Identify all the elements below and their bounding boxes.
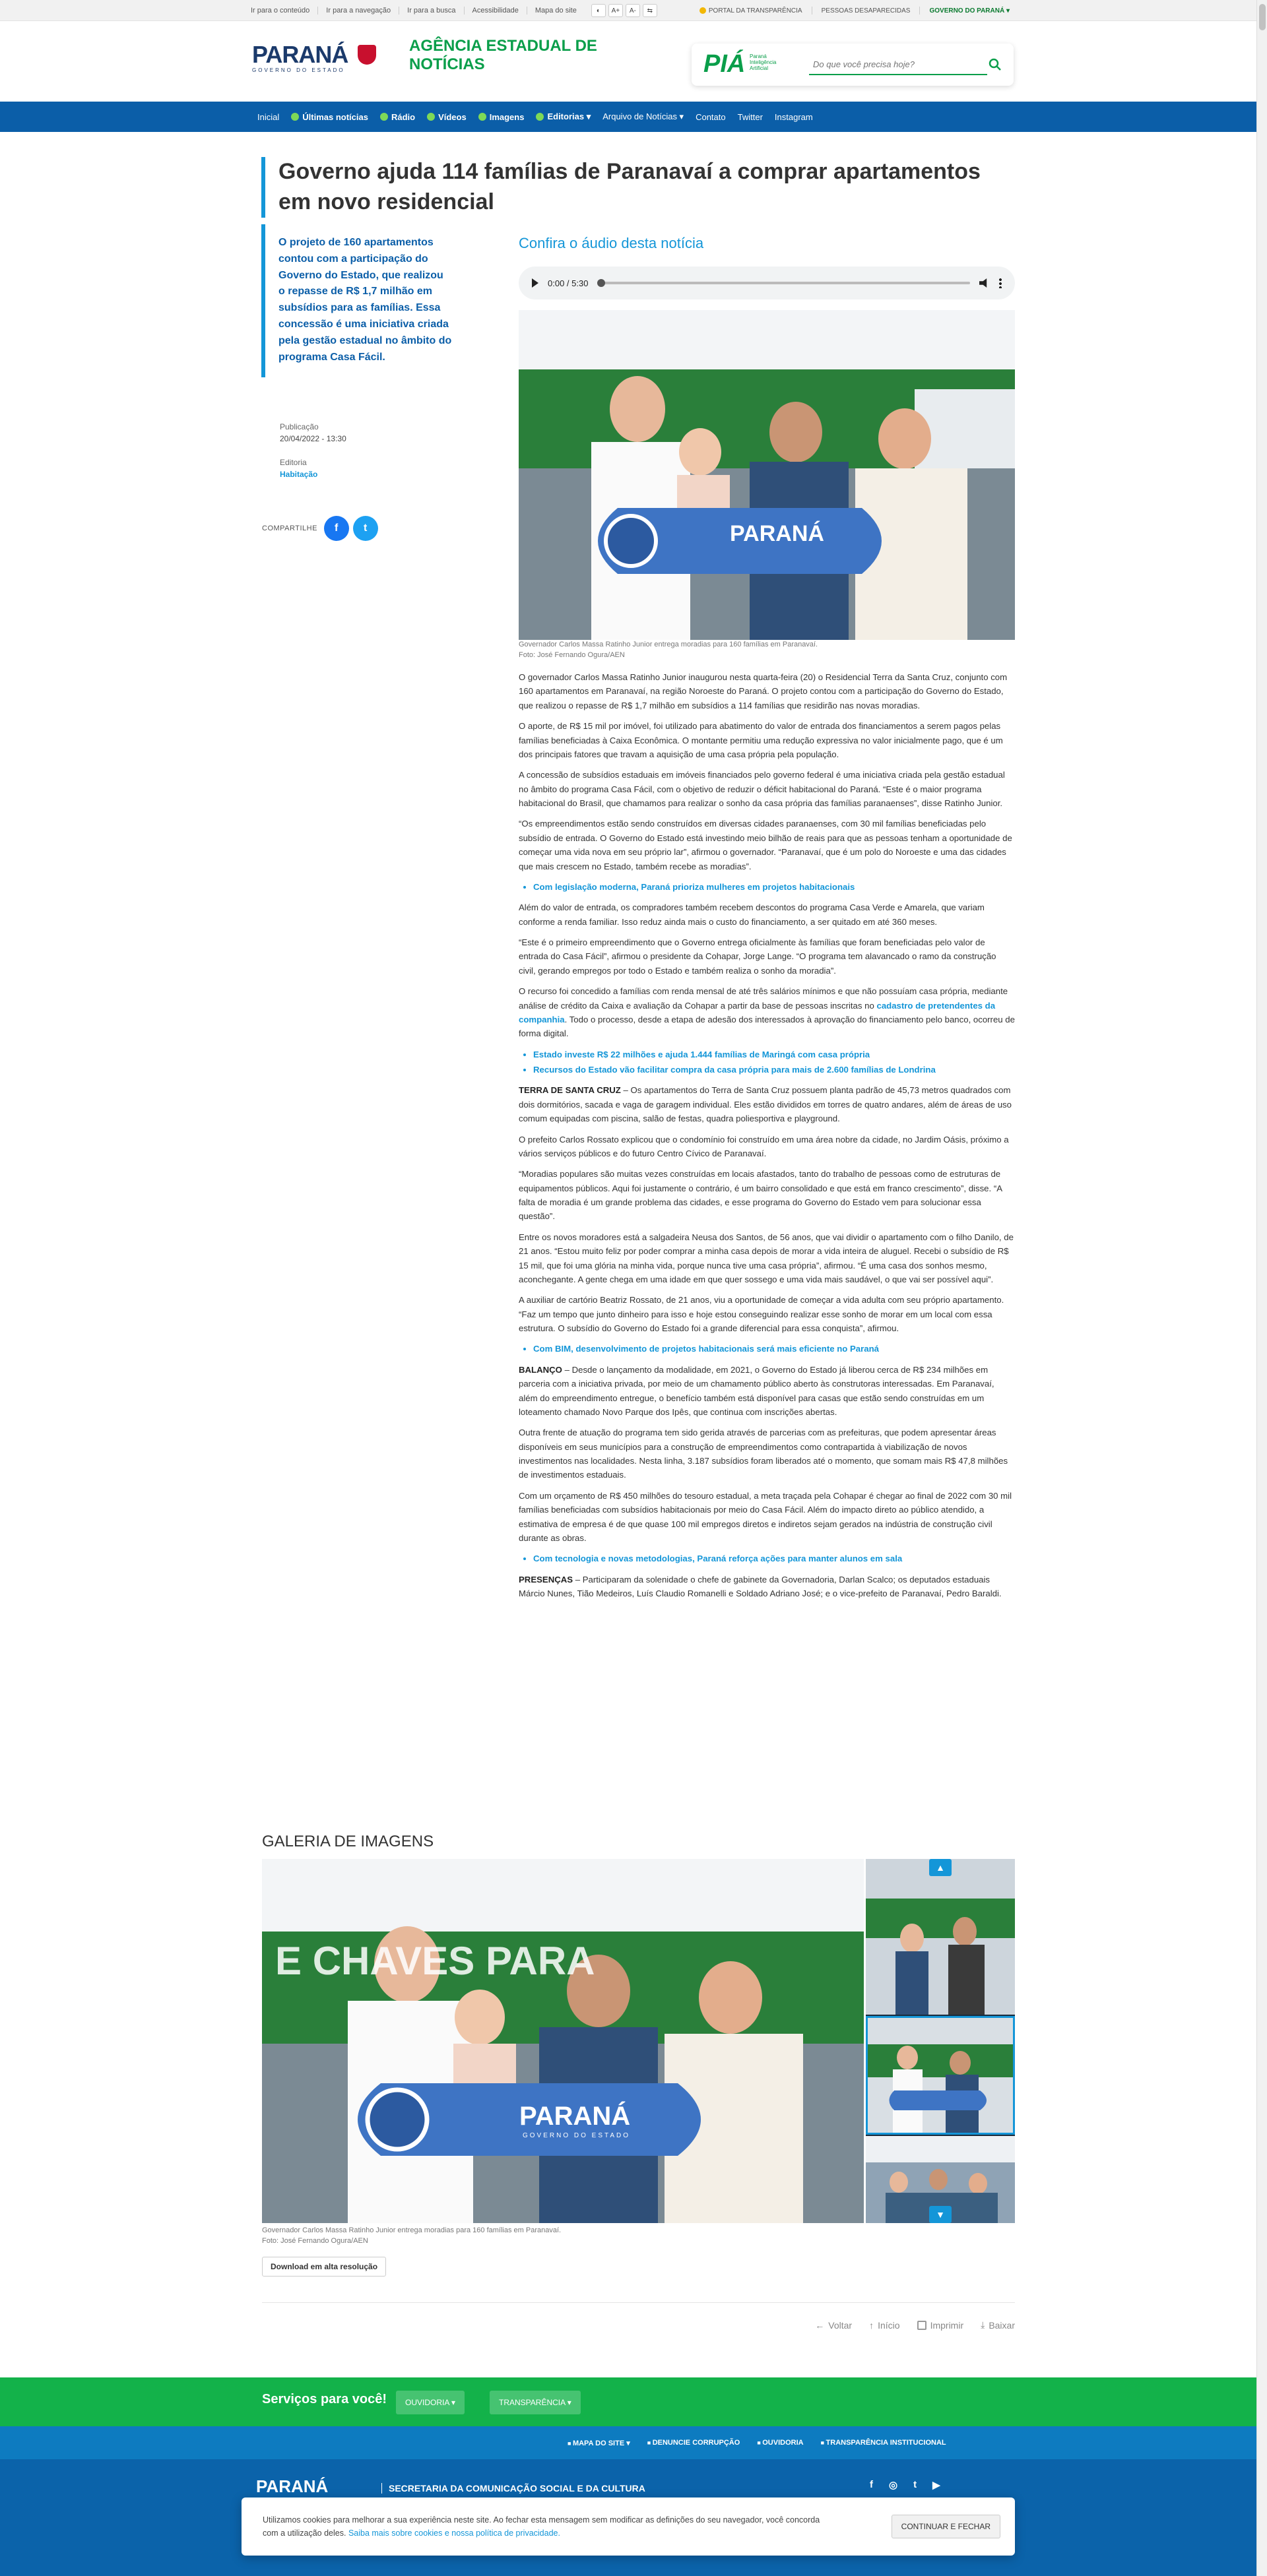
nav-ultimas-noticias[interactable] [291,112,368,122]
section-heading: TERRA DE SANTA CRUZ [519,1085,621,1096]
scrollbar[interactable] [1256,0,1267,2576]
section-heading: PRESENÇAS [519,1574,573,1585]
nav-label: Rádio [391,111,416,122]
gallery-main-image[interactable] [262,1859,864,2223]
logo-subtitle: GOVERNO DO ESTADO [252,67,345,73]
divider [464,7,465,15]
paragraph: O aporte, de R$ 15 mil por imóvel, foi utilizado para abatimento do valor de entrada dos financiamentos a serem pagos pelas famílias beneficiadas à Caixa Econômica. O montante permitiu uma redução expressiva no valor inicialmente pago, que é um dos principais fatores que travam a aquisição de uma casa própria pela população. [519,721,1003,759]
back-arrow-icon: ← [815,2319,825,2331]
footer-links-band [0,2426,1267,2459]
photo-illustration [519,310,1015,640]
nav-instagram[interactable]: Instagram [774,111,813,122]
article-title-block [261,157,1014,218]
agency-title[interactable]: AGÊNCIA ESTADUAL DE NOTÍCIAS [409,37,597,73]
gallery-caption [262,2226,561,2247]
nav-arquivo[interactable]: Arquivo de Notícias ▾ [602,111,684,121]
photo-caption [519,640,1015,661]
divider [919,7,920,15]
article-title: Governo ajuda 114 famílias de Paranavaí a comprar apartamentos em novo residencial [278,159,981,214]
pia-tagline: Paraná Inteligência Artificial [750,53,777,71]
search-input[interactable] [809,54,987,75]
transparencia-dropdown[interactable]: TRANSPARÊNCIA ▾ [490,2391,581,2414]
services-band [0,2377,1267,2426]
photo-caption-text: Governador Carlos Massa Ratinho Junior entrega moradias para 160 famílias em Paranavaí. [519,641,818,648]
audio-time: 0:00 / 5:30 [548,278,589,288]
share-label: COMPARTILHE [262,524,317,532]
article-meta [280,421,346,480]
related-link[interactable]: • Com BIM, desenvolvimento de projetos habitacionais será mais eficiente no Paraná [533,1342,1015,1356]
paragraph: Com um orçamento de R$ 450 milhões do tesouro estadual, a meta traçada pela Cohapar é chegar ao final de 2022 com 30 mil famílias beneficiadas com subsídios habitacionais por meio do Casa Fácil. Além do impacto direto ao público atendido, a estimativa de empresa é de que quase 100 mil empregos diretos e indiretos sejam gerados na indústria de construção civil durante as obras. [519,1490,1012,1543]
cadastro-link[interactable]: cadastro de pretendentes da companhia [519,1000,996,1024]
gallery-credit: Foto: José Fernando Ogura/AEN [262,2236,368,2245]
nav-imagens[interactable] [478,112,525,122]
gallery-title: GALERIA DE IMAGENS [262,1833,434,1850]
twitter-share-icon[interactable]: t [353,516,378,541]
divider [262,2302,1015,2303]
paragraph: Entre os novos moradores está a salgadeira Neusa dos Santos, de 56 anos, que vai dividir o apartamento com o filho Danilo, de 21 anos. “Estou muito feliz por poder comprar a minha casa depois de morar a vida inteira de aluguel. Recebi o subsídio de R$ 15 mil, que foi uma glória na minha vida, porque nunca tive uma casa própria”, afirmou. “É uma casa dos sonhos mesmo, aconchegante. A gente chega em uma idade em que quer sossego e uma vida mais saudável, o que vai ser possível aqui”. [519,1232,1014,1284]
gallery-caption-text: Governador Carlos Massa Ratinho Junior entrega moradias para 160 famílias em Paranavaí. [262,2226,562,2234]
services-title: Serviços para você! [262,2392,387,2406]
footer-logo[interactable]: PARANÁ [256,2476,329,2496]
coat-of-arms-icon [358,45,376,65]
logo-word: PARANÁ [252,41,348,68]
nav-videos[interactable] [427,112,467,122]
skip-to-search-link[interactable]: Ir para a busca [407,7,456,15]
nav-label: Últimas notícias [302,111,368,122]
cookie-accept-button[interactable]: CONTINUAR E FECHAR [892,2515,1000,2538]
volume-icon[interactable] [979,278,990,288]
site-header [0,21,1267,102]
related-link[interactable]: • Com legislação moderna, Paraná prioriza mulheres em projetos habitacionais [533,880,1015,894]
article-body [519,670,1015,1607]
governo-label: GOVERNO DO PARANÁ [929,7,1005,15]
main-nav [0,102,1267,132]
editoria-label: Editoria [280,458,307,467]
ouvidoria-dropdown[interactable]: OUVIDORIA ▾ [396,2391,465,2414]
transparencia-institucional-link[interactable]: ■ TRANSPARÊNCIA INSTITUCIONAL [821,2439,946,2447]
nav-contato[interactable]: Contato [696,111,726,122]
scrollbar-thumb[interactable] [1259,4,1266,30]
paragraph: A concessão de subsídios estaduais em imóveis financiados pelo governo federal é uma iniciativa criada pela gestão estadual no âmbito do programa Casa Fácil, com o objetivo de reduzir o déficit habitacional do Paraná. “Este é o maior programa habitacional do Brasil, que chamamos para realizar o sonho da casa própria das famílias paranaenses”, disse Ratinho Junior. [519,770,1005,808]
text-span: O recurso foi concedido a famílias com renda mensal de até três salários mínimos e que não possuíam casa própria, mediante análise de crédito da Caixa e avaliação da Cohapar a partir da base de pessoas inscritas no [519,986,1008,1011]
nav-label: Imagens [489,111,525,122]
related-link[interactable]: • Recursos do Estado vão facilitar compra da casa própria para mais de 2.600 famílias de Londrina [533,1063,1015,1077]
download-high-res-button[interactable]: Download em alta resolução [262,2257,386,2277]
editoria-link[interactable]: Habitação [280,470,318,479]
related-link[interactable]: • Estado investe R$ 22 milhões e ajuda 1.444 famílias de Maringá com casa própria [533,1048,1015,1061]
related-links [533,1552,1015,1565]
paragraph: Além do valor de entrada, os compradores também recebem descontos do programa Casa Verde e Amarela, que variam conforme a renda familiar. Isso reduz ainda mais o custo do financiamento, a ser quitado em até 360 meses. [519,902,985,927]
cookie-banner [242,2497,1015,2556]
font-decrease-button[interactable]: A- [626,4,640,17]
publication-label: Publicação [280,422,319,431]
paragraph: “Moradias populares são muitas vezes construídas em locais afastados, tanto do trabalho de pessoas como de estruturas de equipamentos públicos. Aqui foi justamente o contrário, é um bairro consolidado e que está em franco crescimento”, disse. “A falta de moradia é um grande problema das cidades, e esse programa do Governo do Estado vem para solucionar essa questão”. [519,1169,1002,1222]
gallery-banner-text: E CHAVES PARA [275,1939,595,1983]
download-icon: ⤓ [981,2319,985,2330]
contrast-button[interactable]: ◐ [591,4,606,17]
top-right-links [699,0,1010,21]
pia-logo: PIÁ [703,50,746,78]
translate-button[interactable]: ⇆ [643,4,657,17]
missing-people-link[interactable]: PESSOAS DESAPARECIDAS [821,7,911,15]
skip-to-nav-link[interactable]: Ir para a navegação [326,7,391,15]
article-actions [815,2319,1015,2331]
audio-player [519,267,1015,299]
cookie-policy-link[interactable]: Saiba mais sobre cookies e nossa política de privacidade. [348,2529,560,2538]
radio-icon [380,113,388,121]
editorias-icon [536,113,544,121]
audio-progress-slider[interactable] [597,282,970,284]
cookie-text [263,2513,830,2540]
download-button[interactable] [981,2319,1015,2331]
print-icon [917,2321,926,2330]
pia-search-box [692,44,1014,86]
gallery-key-text: PARANÁ [519,2102,631,2131]
photo-credit: Foto: José Fernando Ogura/AEN [519,650,625,659]
transparency-portal-link[interactable] [699,7,802,15]
paragraph: “Este é o primeiro empreendimento que o Governo entrega oficialmente às famílias que foram beneficiadas pelo valor de entrada do Casa Fácil”, afirmou o presidente da Cohapar, Jorge Lange. “O programa tem alavancado o ramo da construção civil, gerando empregos por todo o Estado e também realiza o sonho da moradia”. [519,937,996,976]
cookie-message: Utilizamos cookies para melhorar a sua experiência neste site. Ao fechar esta mensagem sem modificar as definições do seu navegador, você concorda com a utilização deles. [263,2515,820,2538]
footer-secretaria: SECRETARIA DA COMUNICAÇÃO SOCIAL E DA CULTURA [381,2483,645,2494]
image-icon [478,113,486,121]
accessibility-bar [0,0,1267,21]
paragraph [519,1083,1015,1125]
home-label: Início [878,2319,900,2331]
footer-social [870,2479,940,2491]
nav-twitter[interactable]: Twitter [737,111,763,122]
paragraph [519,1363,1015,1420]
thumbnail-illustration [868,2018,1013,2133]
sitemap-link[interactable]: Mapa do site [535,7,577,15]
key-prop-text: PARANÁ [730,521,824,546]
article-lead: O projeto de 160 apartamentos contou com a participação do Governo do Estado, que realizou o repasse de R$ 1,7 milhão em subsídios para as famílias. Essa concessão é uma iniciativa criada pela gestão estadual no âmbito do programa Casa Fácil. [278,237,452,363]
chevron-down-icon[interactable]: ▼ [929,2206,952,2223]
paragraph: A auxiliar de cartório Beatriz Rossato, de 21 anos, viu a oportunidade de começar a vida adulta com seu próprio apartamento. “Faz um tempo que junto dinheiro para isso e hoje estou conseguindo realizar esse sonho de morar em um local com essa estrutura. O subsídio do Governo do Estado foi a grande diferencial para essa conquista”, afirmou. [519,1295,1004,1333]
gallery-key-subtext: GOVERNO DO ESTADO [523,2132,631,2139]
nav-radio[interactable] [380,112,415,122]
paragraph [519,984,1015,1041]
home-button[interactable] [869,2319,899,2331]
print-button[interactable] [917,2319,964,2331]
download-label: Baixar [989,2319,1015,2331]
print-label: Imprimir [930,2319,964,2331]
nav-inicial[interactable]: Inicial [257,111,280,122]
paragraph: Outra frente de atuação do programa tem sido gerida através de parcerias com as prefeituras, que podem apresentar áreas disponíveis em seus municípios para a construção de empreendimentos como contrapartida à viabilização de novos investimentos nas localidades. Nesta linha, 3.187 subsídios foram liberados até o momento, que somam mais R$ 47,8 milhões de investimentos estaduais. [519,1428,1008,1480]
accessibility-link[interactable]: Acessibilidade [472,7,519,15]
text-span: – Os apartamentos do Terra de Santa Cruz possuem planta padrão de 45,73 metros quadrados com dois dormitórios, sacada e vaga de garagem individual. Eles estão divididos em torres de quatro andares, além de áreas de uso comum equipadas com piscina, salão de festas, quadra poliesportiva e playground. [519,1085,1012,1124]
facebook-icon[interactable]: f [870,2479,873,2490]
chevron-up-icon[interactable]: ▲ [929,1859,952,1876]
related-links [533,1048,1015,1077]
up-arrow-icon: ↑ [869,2319,874,2331]
thumbnail-illustration [866,1859,1015,2015]
related-links [533,880,1015,894]
text-span: – Participaram da solenidade o chefe de gabinete da Governadoria, Darlan Scalco; os deputados estaduais Márcio Nunes, Tião Medeiros, Luís Claudio Romanelli e Soldado Adriano José; e o vice-prefeito de Paranavaí, Pedro Baraldi. [519,1574,1002,1598]
facebook-share-icon[interactable]: f [324,516,349,541]
instagram-icon[interactable]: ◎ [889,2480,898,2491]
denuncie-corrupcao-link[interactable]: ■ DENUNCIE CORRUPÇÃO [647,2439,740,2447]
portal-icon [699,7,706,14]
back-button[interactable] [815,2319,852,2331]
paragraph: O prefeito Carlos Rossato explicou que o condomínio foi construído em uma área nobre da cidade, no Jardim Oásis, próximo a vários serviços públicos e do futuro Centro Cívico de Paranavaí. [519,1134,1009,1158]
paragraph [519,1573,1015,1601]
article-photo[interactable] [519,310,1015,640]
nav-editorias[interactable] [536,111,591,122]
related-links [533,1342,1015,1356]
twitter-icon[interactable]: t [913,2479,917,2490]
related-link[interactable]: • Com tecnologia e novas metodologias, Paraná reforça ações para manter alunos em sala [533,1552,1015,1565]
accessibility-links [251,0,657,21]
video-icon [427,113,435,121]
font-increase-button[interactable]: A+ [608,4,623,17]
share-block [262,516,378,541]
audio-title: Confira o áudio desta notícia [519,235,704,251]
gallery-thumbnail[interactable] [866,1859,1015,2015]
font-controls [591,4,657,17]
search-icon[interactable] [987,57,1003,73]
publication-date: 20/04/2022 - 13:30 [280,434,346,443]
more-options-icon[interactable] [999,278,1002,288]
play-icon[interactable] [532,278,538,288]
skip-to-content-link[interactable]: Ir para o conteúdo [251,7,310,15]
section-heading: BALANÇO [519,1364,562,1375]
nav-label: Vídeos [438,111,467,122]
sitemap-footer-link[interactable]: ■ MAPA DO SITE ▾ [568,2439,630,2447]
nav-label: Editorias ▾ [547,111,591,121]
youtube-icon[interactable]: ▶ [932,2480,940,2491]
gallery-thumbnails [866,1859,1015,2223]
governo-dropdown[interactable]: GOVERNO DO PARANÁ ▾ [929,7,1010,15]
gallery-thumbnail-active[interactable] [866,2016,1015,2135]
parana-logo[interactable] [252,41,387,83]
text-span: . Todo o processo, desde a etapa de adesão dos interessados à aprovação do financiamento pelo banco, ocorreu de forma digital. [519,1014,1015,1039]
gallery-photo-illustration [262,1859,864,2223]
divider [317,7,318,15]
text-span: – Desde o lançamento da modalidade, em 2021, o Governo do Estado já liberou cerca de R$ 234 milhões em parceria com a iniciativa privada, por meio de um chamamento público aberto às construtoras interessadas. Em Paranavaí, além do empreendimento entregue, o benefício também está disponível para casas que estão sendo construídas em um loteamento chamado Novo Parque dos Ipês, que continua com inscrições abertas. [519,1364,994,1417]
paragraph: O governador Carlos Massa Ratinho Junior inaugurou nesta quarta-feira (20) o Residencial Terra da Santa Cruz, conjunto com 160 apartamentos em Paranavaí, na região Noroeste do Paraná. O projeto contou com a participação do Governo do Estado, que realizou o repasse de R$ 1,7 milhão em subsídios a 114 famílias que residirão nas novas moradias. [519,672,1008,710]
news-icon [291,113,299,121]
back-label: Voltar [828,2319,853,2331]
ouvidoria-footer-link[interactable]: ■ OUVIDORIA [757,2439,803,2447]
transparency-portal-label: PORTAL DA TRANSPARÊNCIA [708,7,802,15]
article-lead-block [261,224,453,377]
paragraph: “Os empreendimentos estão sendo construídos em diversas cidades paranaenses, com 30 mil famílias beneficiadas pelo subsídio de entrada. O Governo do Estado está investindo meio bilhão de reais para que as pessoas tenham a oportunidade de começar uma vida nova em seu próprio lar”, afirmou o governador. “Paranavaí, que é um polo do Noroeste e uma das cidades que mais crescem no Estado, também recebe as moradias”. [519,819,1012,871]
